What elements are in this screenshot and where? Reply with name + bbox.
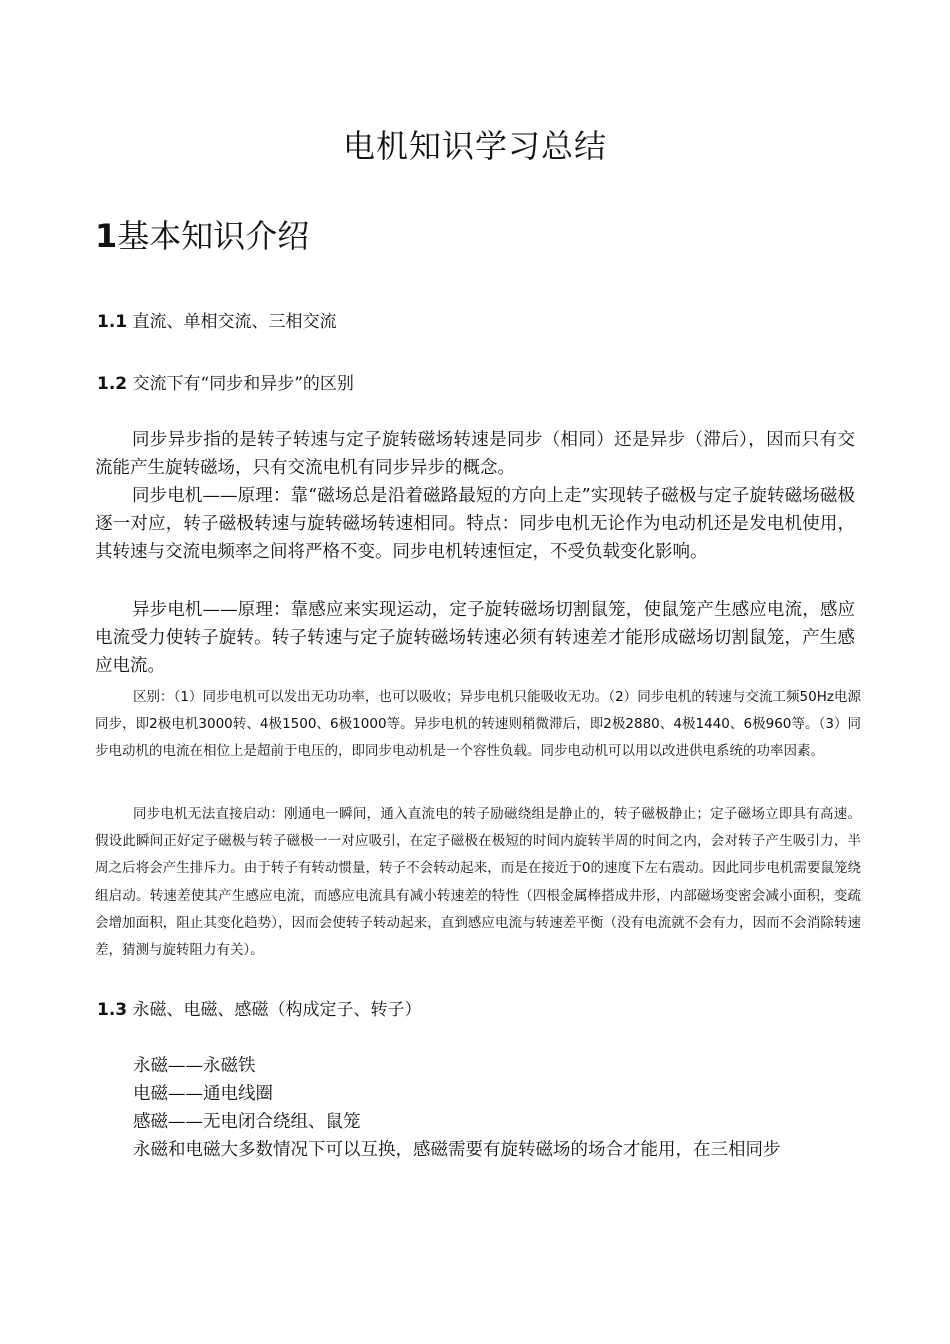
paragraph-asynchronous-motor: 异步电机——原理：靠感应来实现运动，定子旋转磁场切割鼠笼，使鼠笼产生感应电流，感应电流受力使转子旋转。转子转速与定子旋转磁场转速必须有转速差才能形成磁场切割鼠笼，产生感应电流。 xyxy=(95,600,855,676)
paragraph-differences: 区别：（1）同步电机可以发出无功功率，也可以吸收；异步电机只能吸收无功。（2）同步电机的转速与交流工频50Hz电源同步，即2极电机3000转、4极1500、6极1000等。异步电机的转速则稍微滞后，即2极2880、4极1440、6极960等。（3）同步电动机的电流在相位上是超前于电压的，即同步电动机是一个容性负载。同步电动机可以用以改进供电系统的功率因素。 xyxy=(95,689,861,760)
section-1-3-heading xyxy=(97,998,422,1022)
list-line-interchange: 永磁和电磁大多数情况下可以互换，感磁需要有旋转磁场的场合才能用，在三相同步 xyxy=(133,1140,781,1160)
section-1-1-number: 1.1 xyxy=(97,312,128,332)
section-1-3-title: 永磁、电磁、感磁（构成定子、转子） xyxy=(132,1000,422,1020)
list-line-electromagnet: 电磁——通电线圈 xyxy=(133,1084,273,1104)
section-1-heading xyxy=(95,214,309,258)
section-1-1-heading xyxy=(97,310,337,334)
paragraph-sync-start: 同步电机无法直接启动：刚通电一瞬间，通入直流电的转子励磁绕组是静止的，转子磁极静止；定子磁场立即具有高速。假设此瞬间正好定子磁极与转子磁极一一对应吸引，在定子磁极在极短的时间内旋转半周的时间之内，会对转子产生吸引力，半周之后将会产生排斥力。由于转子有转动惯量，转子不会转动起来，而是在接近于0的速度下左右震动。因此同步电机需要鼠笼绕组启动。转速差使其产生感应电流，而感应电流具有减小转速差的特性（四根金属棒搭成井形，内部磁场变密会减小面积，变疏会增加面积，阻止其变化趋势），因而会使转子转动起来，直到感应电流与转速差平衡（没有电流就不会有力，因而不会消除转速差，猜测与旋转阻力有关）。 xyxy=(95,806,861,959)
section-1-title: 基本知识介绍 xyxy=(117,217,310,255)
section-1-2-heading xyxy=(97,372,354,396)
section-1-1-title: 直流、单相交流、三相交流 xyxy=(132,312,337,332)
section-1-2-title: 交流下有“同步和异步”的区别 xyxy=(132,374,354,394)
paragraph-synchronous-motor: 同步电机——原理：靠“磁场总是沿着磁路最短的方向上走”实现转子磁极与定子旋转磁场磁极逐一对应，转子磁极转速与旋转磁场转速相同。特点：同步电机无论作为电动机还是发电机使用，其转速与交流电频率之间将严格不变。同步电机转速恒定，不受负载变化影响。 xyxy=(95,486,855,562)
section-1-2-number: 1.2 xyxy=(97,374,128,394)
list-line-permanent-magnet: 永磁——永磁铁 xyxy=(133,1056,256,1076)
section-1-number: 1 xyxy=(95,217,118,255)
section-1-3-number: 1.3 xyxy=(97,1000,128,1020)
paragraph-sync-async: 同步异步指的是转子转速与定子旋转磁场转速是同步（相同）还是异步（滞后），因而只有交流能产生旋转磁场，只有交流电机有同步异步的概念。 xyxy=(95,430,855,478)
document-title: 电机知识学习总结 xyxy=(342,127,607,165)
list-line-induction: 感磁——无电闭合绕组、鼠笼 xyxy=(133,1112,361,1132)
